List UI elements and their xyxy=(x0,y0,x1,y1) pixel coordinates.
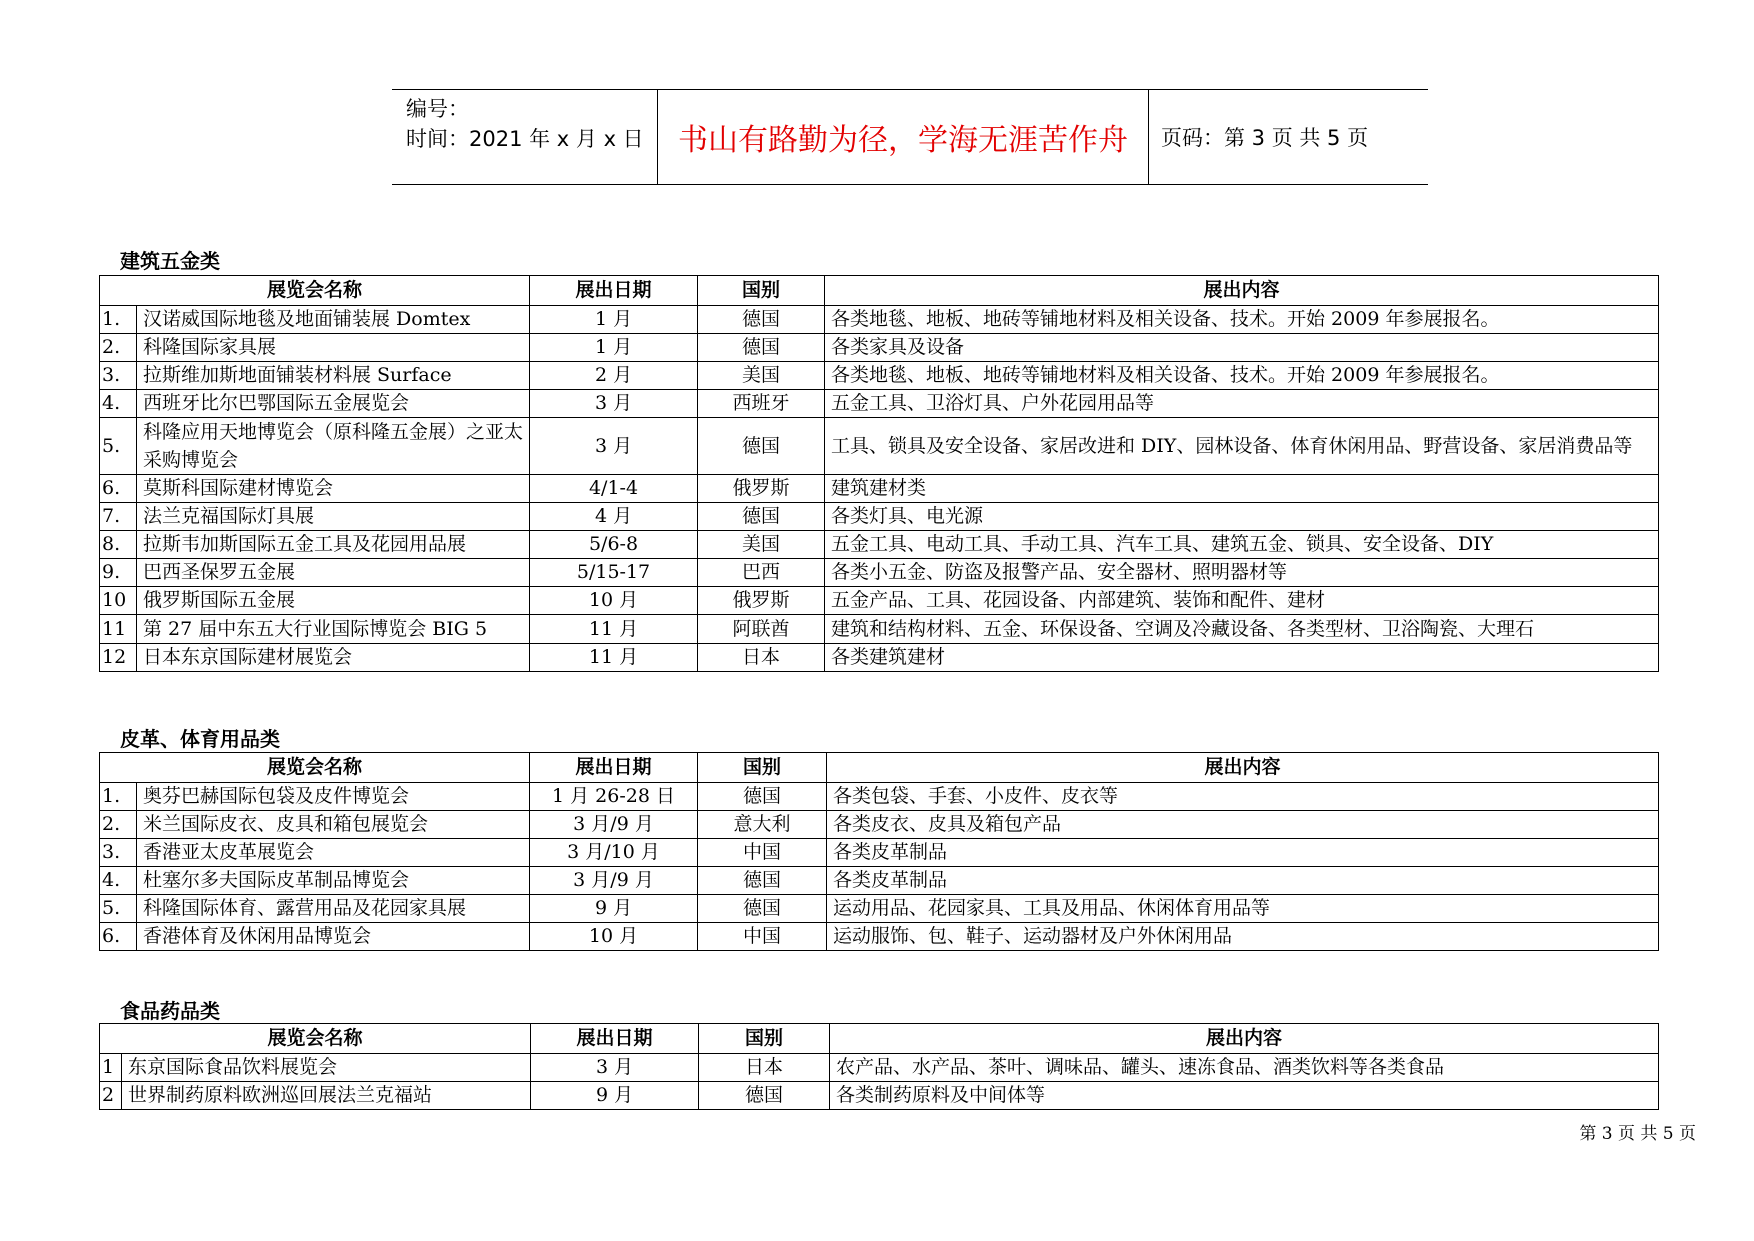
doc-time-label: 时间：2021 年 x 月 x 日 xyxy=(406,127,644,151)
row-number: 6. xyxy=(100,475,137,503)
column-header-name: 展览会名称 xyxy=(100,276,530,306)
exhibition-country: 德国 xyxy=(698,334,825,362)
exhibition-date: 3 月/9 月 xyxy=(530,811,698,839)
exhibition-name: 拉斯韦加斯国际五金工具及花园用品展 xyxy=(137,531,530,559)
table-row xyxy=(100,418,1659,475)
exhibition-content: 各类建筑建材 xyxy=(825,644,1659,672)
column-header-country: 国别 xyxy=(698,753,827,783)
exhibition-date: 1 月 xyxy=(530,306,698,334)
exhibition-content: 运动用品、花园家具、工具及用品、休闲体育用品等 xyxy=(827,895,1659,923)
exhibition-country: 意大利 xyxy=(698,811,827,839)
row-number: 3. xyxy=(100,839,137,867)
exhibition-name: 香港亚太皮革展览会 xyxy=(137,839,530,867)
row-number: 6. xyxy=(100,923,137,951)
exhibition-name: 东京国际食品饮料展览会 xyxy=(122,1054,531,1082)
page-header xyxy=(392,89,1428,185)
exhibition-name: 汉诺威国际地毯及地面铺装展 Domtex xyxy=(137,306,530,334)
exhibition-date: 3 月 xyxy=(531,1054,699,1082)
exhibition-country: 美国 xyxy=(698,531,825,559)
exhibition-country: 德国 xyxy=(698,867,827,895)
exhibition-date: 5/6-8 xyxy=(530,531,698,559)
exhibition-content: 运动服饰、包、鞋子、运动器材及户外休闲用品 xyxy=(827,923,1659,951)
column-header-name: 展览会名称 xyxy=(100,1024,531,1054)
exhibition-name: 香港体育及休闲用品博览会 xyxy=(137,923,530,951)
exhibition-name: 巴西圣保罗五金展 xyxy=(137,559,530,587)
table-row xyxy=(100,895,1659,923)
table-row xyxy=(100,390,1659,418)
exhibition-content: 各类包袋、手套、小皮件、皮衣等 xyxy=(827,783,1659,811)
table-row xyxy=(100,362,1659,390)
exhibition-content: 各类皮革制品 xyxy=(827,839,1659,867)
table-row xyxy=(100,503,1659,531)
exhibition-country: 德国 xyxy=(698,418,825,475)
exhibition-content: 各类制药原料及中间体等 xyxy=(830,1082,1659,1110)
exhibition-name: 科隆国际家具展 xyxy=(137,334,530,362)
exhibition-date: 9 月 xyxy=(531,1082,699,1110)
row-number: 10 xyxy=(100,587,137,615)
exhibition-country: 德国 xyxy=(699,1082,830,1110)
column-header-content: 展出内容 xyxy=(830,1024,1659,1054)
row-number: 2. xyxy=(100,811,137,839)
exhibition-date: 1 月 26-28 日 xyxy=(530,783,698,811)
table-header-row xyxy=(100,753,1659,783)
exhibition-name: 法兰克福国际灯具展 xyxy=(137,503,530,531)
exhibition-date: 10 月 xyxy=(530,923,698,951)
exhibition-country: 俄罗斯 xyxy=(698,475,825,503)
column-header-date: 展出日期 xyxy=(530,753,698,783)
exhibition-name: 俄罗斯国际五金展 xyxy=(137,587,530,615)
row-number: 2. xyxy=(100,334,137,362)
exhibition-date: 3 月/9 月 xyxy=(530,867,698,895)
row-number: 1. xyxy=(100,306,137,334)
table-header-row xyxy=(100,1024,1659,1054)
exhibition-date: 11 月 xyxy=(530,644,698,672)
table-header-row xyxy=(100,276,1659,306)
row-number: 9. xyxy=(100,559,137,587)
exhibition-country: 德国 xyxy=(698,895,827,923)
page-footer: 第 3 页 共 5 页 xyxy=(1579,1124,1696,1144)
exhibition-date: 10 月 xyxy=(530,587,698,615)
row-number: 2 xyxy=(100,1082,122,1110)
exhibition-country: 德国 xyxy=(698,783,827,811)
exhibition-date: 2 月 xyxy=(530,362,698,390)
exhibition-country: 巴西 xyxy=(698,559,825,587)
table-row xyxy=(100,334,1659,362)
header-motto: 书山有路勤为径，学海无涯苦作舟 xyxy=(657,90,1149,184)
exhibition-name: 奥芬巴赫国际包袋及皮件博览会 xyxy=(137,783,530,811)
exhibition-table xyxy=(99,752,1659,951)
table-row xyxy=(100,923,1659,951)
table-row xyxy=(100,615,1659,644)
table-row xyxy=(100,839,1659,867)
exhibition-country: 西班牙 xyxy=(698,390,825,418)
table-row xyxy=(100,783,1659,811)
exhibition-country: 俄罗斯 xyxy=(698,587,825,615)
exhibition-table xyxy=(99,275,1659,672)
row-number: 7. xyxy=(100,503,137,531)
exhibition-country: 日本 xyxy=(699,1054,830,1082)
column-header-date: 展出日期 xyxy=(531,1024,699,1054)
exhibition-content: 各类地毯、地板、地砖等铺地材料及相关设备、技术。开始 2009 年参展报名。 xyxy=(825,362,1659,390)
exhibition-country: 德国 xyxy=(698,306,825,334)
exhibition-country: 中国 xyxy=(698,923,827,951)
table-row xyxy=(100,811,1659,839)
table-row xyxy=(100,1082,1659,1110)
exhibition-name: 莫斯科国际建材博览会 xyxy=(137,475,530,503)
exhibition-name: 第 27 届中东五大行业国际博览会 BIG 5 xyxy=(137,615,530,644)
table-row xyxy=(100,559,1659,587)
exhibition-content: 工具、锁具及安全设备、家居改进和 DIY、园林设备、体育休闲用品、野营设备、家居消费品等 xyxy=(825,418,1659,475)
header-left xyxy=(406,94,644,154)
exhibition-country: 日本 xyxy=(698,644,825,672)
row-number: 5. xyxy=(100,895,137,923)
exhibition-country: 中国 xyxy=(698,839,827,867)
exhibition-country: 美国 xyxy=(698,362,825,390)
row-number: 11 xyxy=(100,615,137,644)
table-row xyxy=(100,475,1659,503)
table-row xyxy=(100,644,1659,672)
row-number: 8. xyxy=(100,531,137,559)
exhibition-content: 五金工具、卫浴灯具、户外花园用品等 xyxy=(825,390,1659,418)
exhibition-name: 米兰国际皮衣、皮具和箱包展览会 xyxy=(137,811,530,839)
doc-number-label: 编号： xyxy=(406,97,469,121)
column-header-date: 展出日期 xyxy=(530,276,698,306)
exhibition-country: 德国 xyxy=(698,503,825,531)
exhibition-name: 杜塞尔多夫国际皮革制品博览会 xyxy=(137,867,530,895)
row-number: 1 xyxy=(100,1054,122,1082)
row-number: 3. xyxy=(100,362,137,390)
exhibition-name: 科隆国际体育、露营用品及花园家具展 xyxy=(137,895,530,923)
exhibition-content: 各类皮革制品 xyxy=(827,867,1659,895)
column-header-country: 国别 xyxy=(698,276,825,306)
exhibition-content: 各类小五金、防盗及报警产品、安全器材、照明器材等 xyxy=(825,559,1659,587)
column-header-content: 展出内容 xyxy=(825,276,1659,306)
exhibition-date: 3 月 xyxy=(530,418,698,475)
exhibition-content: 建筑建材类 xyxy=(825,475,1659,503)
section-title: 食品药品类 xyxy=(120,999,220,1023)
table-row xyxy=(100,867,1659,895)
exhibition-table xyxy=(99,1023,1659,1110)
exhibition-date: 4 月 xyxy=(530,503,698,531)
exhibition-date: 3 月 xyxy=(530,390,698,418)
exhibition-content: 建筑和结构材料、五金、环保设备、空调及冷藏设备、各类型材、卫浴陶瓷、大理石 xyxy=(825,615,1659,644)
table-row xyxy=(100,1054,1659,1082)
exhibition-name: 世界制药原料欧洲巡回展法兰克福站 xyxy=(122,1082,531,1110)
exhibition-content: 各类灯具、电光源 xyxy=(825,503,1659,531)
exhibition-date: 5/15-17 xyxy=(530,559,698,587)
table-row xyxy=(100,531,1659,559)
exhibition-name: 西班牙比尔巴鄂国际五金展览会 xyxy=(137,390,530,418)
exhibition-content: 五金产品、工具、花园设备、内部建筑、装饰和配件、建材 xyxy=(825,587,1659,615)
exhibition-date: 9 月 xyxy=(530,895,698,923)
exhibition-name: 科隆应用天地博览会（原科隆五金展）之亚太采购博览会 xyxy=(137,418,530,475)
exhibition-content: 各类皮衣、皮具及箱包产品 xyxy=(827,811,1659,839)
row-number: 4. xyxy=(100,390,137,418)
row-number: 1. xyxy=(100,783,137,811)
exhibition-name: 拉斯维加斯地面铺装材料展 Surface xyxy=(137,362,530,390)
table-row xyxy=(100,306,1659,334)
header-page-label: 页码：第 3 页 共 5 页 xyxy=(1161,126,1369,150)
exhibition-content: 各类家具及设备 xyxy=(825,334,1659,362)
exhibition-content: 农产品、水产品、茶叶、调味品、罐头、速冻食品、酒类饮料等各类食品 xyxy=(830,1054,1659,1082)
column-header-name: 展览会名称 xyxy=(100,753,530,783)
exhibition-content: 五金工具、电动工具、手动工具、汽车工具、建筑五金、锁具、安全设备、DIY xyxy=(825,531,1659,559)
table-row xyxy=(100,587,1659,615)
row-number: 5. xyxy=(100,418,137,475)
exhibition-content: 各类地毯、地板、地砖等铺地材料及相关设备、技术。开始 2009 年参展报名。 xyxy=(825,306,1659,334)
row-number: 4. xyxy=(100,867,137,895)
exhibition-date: 3 月/10 月 xyxy=(530,839,698,867)
exhibition-date: 4/1-4 xyxy=(530,475,698,503)
row-number: 12 xyxy=(100,644,137,672)
exhibition-date: 11 月 xyxy=(530,615,698,644)
column-header-country: 国别 xyxy=(699,1024,830,1054)
column-header-content: 展出内容 xyxy=(827,753,1659,783)
exhibition-country: 阿联酋 xyxy=(698,615,825,644)
section-title: 建筑五金类 xyxy=(120,249,220,273)
section-title: 皮革、体育用品类 xyxy=(120,727,280,751)
exhibition-date: 1 月 xyxy=(530,334,698,362)
exhibition-name: 日本东京国际建材展览会 xyxy=(137,644,530,672)
